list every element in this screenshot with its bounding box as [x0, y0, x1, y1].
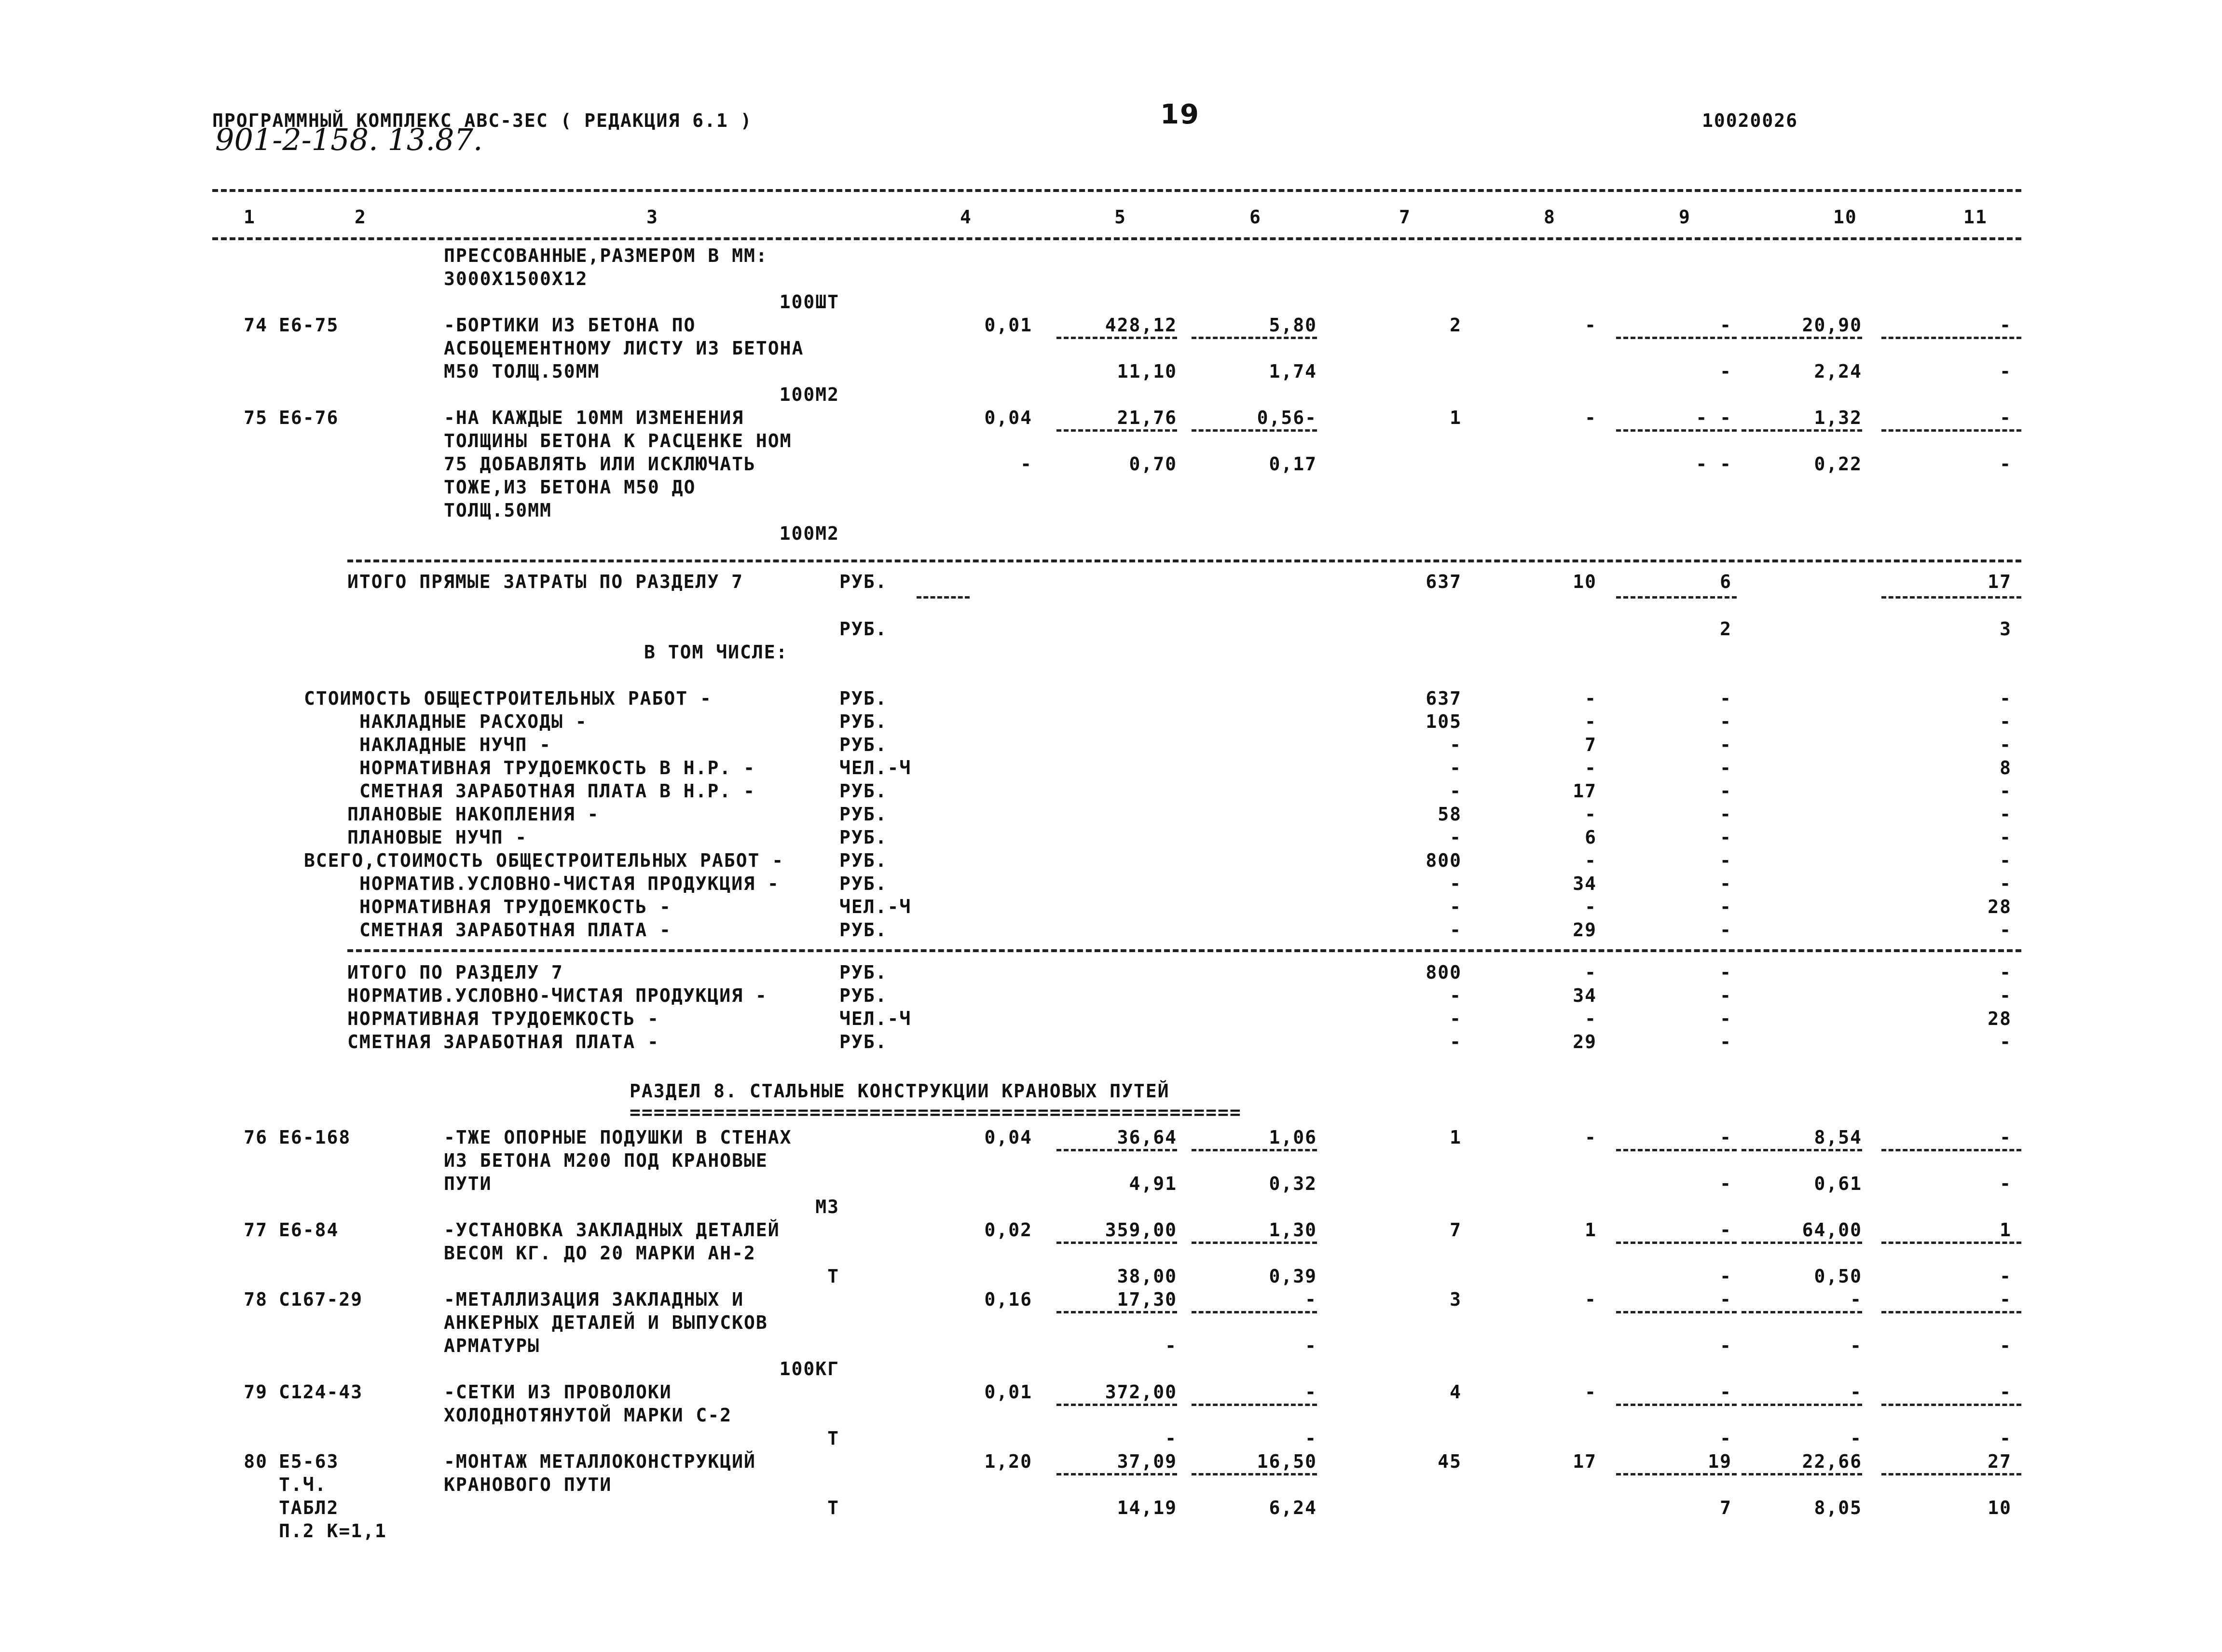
section-total-c11: - [2000, 1031, 2012, 1052]
summary-unit: РУБ. [839, 780, 888, 802]
summary-c8: 29 [1573, 919, 1597, 941]
cell-c11: - [2000, 1335, 2012, 1356]
cell-divider [1056, 1404, 1177, 1406]
summary-c7: - [1450, 896, 1462, 917]
total-unit: РУБ. [839, 571, 888, 592]
section-total-label: ИТОГО ПО РАЗДЕЛУ 7 [347, 962, 563, 983]
cell-c9: - [1720, 1127, 1732, 1148]
cell-c4: 1,20 [984, 1451, 1032, 1472]
including-label: В ТОМ ЧИСЛЕ: [644, 642, 788, 663]
cell-c11: - [2000, 314, 2012, 336]
summary-c11: - [2000, 919, 2012, 941]
summary-c9: - [1720, 919, 1732, 941]
cell-c5: 36,64 [1117, 1127, 1177, 1148]
cell-divider [917, 596, 970, 599]
summary-c7: 800 [1426, 850, 1462, 871]
summary-c9: - [1720, 688, 1732, 709]
cell-divider [1056, 1149, 1177, 1151]
cell-c6: 1,30 [1269, 1219, 1317, 1241]
summary-c7: 105 [1426, 711, 1462, 732]
measure-unit: 100КГ [779, 1358, 839, 1379]
cell-divider [1616, 1149, 1737, 1151]
section-total-c9: - [1720, 962, 1732, 983]
summary-unit: РУБ. [839, 734, 888, 755]
summary-label: ВСЕГО,СТОИМОСТЬ ОБЩЕСТРОИТЕЛЬНЫХ РАБОТ - [304, 850, 784, 871]
cell-c7: 45 [1438, 1451, 1462, 1472]
cell-c10: 2,24 [1814, 361, 1862, 382]
summary-c7: 58 [1438, 804, 1462, 825]
section-total-c11: - [2000, 985, 2012, 1006]
cell-c4: 0,02 [984, 1219, 1032, 1241]
cell-c9: - - [1696, 453, 1732, 475]
section-total-c9: - [1720, 1008, 1732, 1029]
summary-c11: - [2000, 734, 2012, 755]
section-total-c8: 29 [1573, 1031, 1597, 1052]
cell-divider [1742, 1149, 1862, 1151]
rate-code: С124-43 [279, 1381, 363, 1403]
cell-divider [1192, 1311, 1317, 1313]
cell-c6: 6,24 [1269, 1497, 1317, 1518]
cell-c10: 0,61 [1814, 1173, 1862, 1194]
cell-c11: - [2000, 1289, 2012, 1310]
cell-c6: - [1305, 1428, 1317, 1449]
summary-c11: - [2000, 688, 2012, 709]
cell-c6: 1,06 [1269, 1127, 1317, 1148]
handwritten-project-number: 901-2-158. 13.87. [215, 122, 483, 157]
work-description: М50 ТОЛЩ.50ММ [444, 361, 600, 382]
cell-divider [1616, 1404, 1737, 1406]
cell-divider [1881, 1404, 2021, 1406]
cell-c6: 0,17 [1269, 453, 1317, 475]
cell-c4: 0,16 [984, 1289, 1032, 1310]
summary-c8: - [1585, 804, 1597, 825]
section-total-c7: - [1450, 985, 1462, 1006]
item-number: 77 [244, 1219, 268, 1241]
cell-c11: 10 [1988, 1497, 2012, 1518]
cell-c11: - [2000, 1381, 2012, 1403]
cell-divider [1056, 1311, 1177, 1313]
cell-divider [1056, 1242, 1177, 1244]
cell-c10: 20,90 [1802, 314, 1862, 336]
item-number: 80 [244, 1451, 268, 1472]
summary-label: ПЛАНОВЫЕ НУЧП - [347, 827, 528, 848]
summary-c11: - [2000, 873, 2012, 894]
cell-c10: 0,50 [1814, 1266, 1862, 1287]
cell-divider [1742, 1473, 1862, 1475]
summary-c9: - [1720, 850, 1732, 871]
cell-c9: - [1720, 1219, 1732, 1241]
column-number: 8 [1544, 206, 1556, 228]
cell-c5: 14,19 [1117, 1497, 1177, 1518]
summary-label: СМЕТНАЯ ЗАРАБОТНАЯ ПЛАТА - [359, 919, 672, 941]
summary-c7: - [1450, 757, 1462, 778]
total-label: ИТОГО ПРЯМЫЕ ЗАТРАТЫ ПО РАЗДЕЛУ 7 [347, 571, 743, 592]
work-description: ХОЛОДНОТЯНУТОЙ МАРКИ С-2 [444, 1405, 732, 1426]
summary-c8: - [1585, 688, 1597, 709]
rate-code: Е6-84 [279, 1219, 339, 1241]
work-description: АСБОЦЕМЕНТНОМУ ЛИСТУ ИЗ БЕТОНА [444, 338, 804, 359]
cell-c6: 0,32 [1269, 1173, 1317, 1194]
summary-c8: 6 [1585, 827, 1597, 848]
cell-c5: - [1165, 1335, 1177, 1356]
section-total-c11: - [2000, 962, 2012, 983]
cell-c10: 8,54 [1814, 1127, 1862, 1148]
rate-code: Е6-76 [279, 407, 339, 428]
summary-label: НОРМАТИВНАЯ ТРУДОЕМКОСТЬ - [359, 896, 672, 917]
work-description: АНКЕРНЫХ ДЕТАЛЕЙ И ВЫПУСКОВ [444, 1312, 768, 1333]
cell-c8: 1 [1585, 1219, 1597, 1241]
cell-c9: - [1720, 314, 1732, 336]
summary-unit: РУБ. [839, 919, 888, 941]
column-number: 10 [1833, 206, 1857, 228]
summary-c11: - [2000, 850, 2012, 871]
cell-c5: 21,76 [1117, 407, 1177, 428]
cell-c9: 19 [1708, 1451, 1732, 1472]
summary-c9: - [1720, 804, 1732, 825]
cell-c5: 17,30 [1117, 1289, 1177, 1310]
cell-c10: 1,32 [1814, 407, 1862, 428]
summary-c7: - [1450, 780, 1462, 802]
cell-divider [1616, 596, 1737, 599]
cell-c9: - - [1696, 407, 1732, 428]
cell-divider [1192, 1473, 1317, 1475]
column-number: 4 [960, 206, 972, 228]
cell-c11: - [2000, 1428, 2012, 1449]
summary-unit: РУБ. [839, 804, 888, 825]
summary-c9: - [1720, 873, 1732, 894]
rate-code: Е6-168 [279, 1127, 351, 1148]
summary-label: СТОИМОСТЬ ОБЩЕСТРОИТЕЛЬНЫХ РАБОТ - [304, 688, 712, 709]
cell-c6: 1,74 [1269, 361, 1317, 382]
work-description: -СЕТКИ ИЗ ПРОВОЛОКИ [444, 1381, 672, 1403]
column-header-rule [212, 237, 2021, 240]
column-number: 11 [1963, 206, 1988, 228]
summary-unit: РУБ. [839, 827, 888, 848]
summary-c9: - [1720, 711, 1732, 732]
cell-divider [1056, 337, 1177, 339]
cell-c8: - [1585, 407, 1597, 428]
work-description: ТОЛЩИНЫ БЕТОНА К РАСЦЕНКЕ НОМ [444, 430, 792, 451]
section-title-underline: =================================================== [630, 1102, 1242, 1123]
measure-unit: 100ШТ [779, 291, 839, 313]
summary-c9: - [1720, 757, 1732, 778]
work-description: -ТЖЕ ОПОРНЫЕ ПОДУШКИ В СТЕНАХ [444, 1127, 792, 1148]
program-title: ПРОГРАММНЫЙ КОМПЛЕКС АВС-3ЕС ( РЕДАКЦИЯ 6.1 ) [212, 110, 753, 131]
section-title: РАЗДЕЛ 8. СТАЛЬНЫЕ КОНСТРУКЦИИ КРАНОВЫХ ПУТЕЙ [630, 1080, 1170, 1102]
summary-c7: - [1450, 827, 1462, 848]
cell-c11: 27 [1988, 1451, 2012, 1472]
section-total-label: НОРМАТИВНАЯ ТРУДОЕМКОСТЬ - [347, 1008, 659, 1029]
column-number: 5 [1114, 206, 1126, 228]
summary-label: НАКЛАДНЫЕ РАСХОДЫ - [359, 711, 588, 732]
cell-c8: 17 [1573, 1451, 1597, 1472]
cell-c5: 37,09 [1117, 1451, 1177, 1472]
cell-c5: 4,91 [1129, 1173, 1177, 1194]
cell-c4: 0,04 [984, 1127, 1032, 1148]
cell-divider [1616, 1311, 1737, 1313]
summary-c11: 28 [1988, 896, 2012, 917]
section-total-unit: ЧЕЛ.-Ч [839, 1008, 912, 1029]
work-description: -БОРТИКИ ИЗ БЕТОНА ПО [444, 314, 696, 336]
cell-c9: - [1720, 1381, 1732, 1403]
summary-label: ПЛАНОВЫЕ НАКОПЛЕНИЯ - [347, 804, 600, 825]
cell-c8: - [1585, 1289, 1597, 1310]
cell-divider [1616, 337, 1737, 339]
item-number: 79 [244, 1381, 268, 1403]
summary-c11: - [2000, 780, 2012, 802]
work-description: ИЗ БЕТОНА М200 ПОД КРАНОВЫЕ [444, 1150, 768, 1171]
cell-divider [1616, 1242, 1737, 1244]
work-description: ТОЛЩ.50ММ [444, 500, 552, 521]
cell-c8: - [1585, 314, 1597, 336]
cell-divider [1616, 1473, 1737, 1475]
summary-c7: 637 [1426, 688, 1462, 709]
summary-c8: - [1585, 850, 1597, 871]
work-description: АРМАТУРЫ [444, 1335, 540, 1356]
column-number: 9 [1679, 206, 1691, 228]
cell-c6: - [1305, 1335, 1317, 1356]
total-c7: 637 [1426, 571, 1462, 592]
section-total-unit: РУБ. [839, 962, 888, 983]
cell-c5: - [1165, 1428, 1177, 1449]
cell-divider [1742, 429, 1862, 432]
cell-c10: 8,05 [1814, 1497, 1862, 1518]
column-number: 1 [244, 206, 256, 228]
cell-c7: 2 [1450, 314, 1462, 336]
work-description: КРАНОВОГО ПУТИ [444, 1474, 612, 1495]
rate-code: ТАБЛ2 [279, 1497, 339, 1518]
cell-c11: - [2000, 407, 2012, 428]
cell-divider [1192, 337, 1317, 339]
work-description: -УСТАНОВКА ЗАКЛАДНЫХ ДЕТАЛЕЙ [444, 1219, 780, 1241]
summary-c8: 17 [1573, 780, 1597, 802]
cell-divider [1056, 1473, 1177, 1475]
cell-divider [1881, 596, 2021, 599]
cell-c10: - [1850, 1428, 1862, 1449]
cell-c7: 4 [1450, 1381, 1462, 1403]
summary-c11: 8 [2000, 757, 2012, 778]
cell-c7: 7 [1450, 1219, 1462, 1241]
column-number: 7 [1399, 206, 1411, 228]
work-description: 3000Х1500Х12 [444, 268, 588, 289]
section-total-unit: РУБ. [839, 985, 888, 1006]
summary-label: НАКЛАДНЫЕ НУЧП - [359, 734, 552, 755]
column-number: 3 [646, 206, 658, 228]
cell-c6: - [1305, 1289, 1317, 1310]
summary-label: НОРМАТИВНАЯ ТРУДОЕМКОСТЬ В Н.Р. - [359, 757, 755, 778]
cell-c5: 359,00 [1105, 1219, 1177, 1241]
cell-c6: 16,50 [1257, 1451, 1317, 1472]
summary-c7: - [1450, 919, 1462, 941]
cell-c5: 11,10 [1117, 361, 1177, 382]
rate-code: Е5-63 [279, 1451, 339, 1472]
cell-c10: 22,66 [1802, 1451, 1862, 1472]
cell-divider [1881, 337, 2021, 339]
summary-unit: РУБ. [839, 688, 888, 709]
summary-c8: - [1585, 896, 1597, 917]
cell-divider [1881, 1311, 2021, 1313]
section-total-c8: 34 [1573, 985, 1597, 1006]
work-description: -НА КАЖДЫЕ 10ММ ИЗМЕНЕНИЯ [444, 407, 744, 428]
summary-c9: - [1720, 780, 1732, 802]
cell-c9: - [1720, 1173, 1732, 1194]
rate-code: П.2 К=1,1 [279, 1520, 387, 1542]
work-description: ВЕСОМ КГ. ДО 20 МАРКИ АН-2 [444, 1242, 756, 1264]
work-description: ТОЖЕ,ИЗ БЕТОНА М50 ДО [444, 477, 696, 498]
total-c11: 17 [1988, 571, 2012, 592]
summary-c11: - [2000, 711, 2012, 732]
cell-c10: - [1850, 1381, 1862, 1403]
summary-c11: - [2000, 804, 2012, 825]
cell-c7: 1 [1450, 1127, 1462, 1148]
total-unit: РУБ. [839, 618, 888, 640]
total-c9b: 2 [1720, 618, 1732, 640]
page-number: 19 [1160, 99, 1200, 130]
cell-divider [1742, 337, 1862, 339]
top-rule [212, 189, 2021, 192]
total-c8: 10 [1573, 571, 1597, 592]
summary-label: НОРМАТИВ.УСЛОВНО-ЧИСТАЯ ПРОДУКЦИЯ - [359, 873, 780, 894]
summary-unit: РУБ. [839, 873, 888, 894]
cell-divider [1056, 429, 1177, 432]
cell-c8: - [1585, 1381, 1597, 1403]
document-code: 10020026 [1702, 110, 1798, 131]
cell-c5: 38,00 [1117, 1266, 1177, 1287]
summary-c7: - [1450, 873, 1462, 894]
cell-divider [1192, 1404, 1317, 1406]
rate-code: С167-29 [279, 1289, 363, 1310]
summary-unit: РУБ. [839, 850, 888, 871]
cell-divider [1192, 429, 1317, 432]
cell-c11: - [2000, 1266, 2012, 1287]
section-total-c7: - [1450, 1008, 1462, 1029]
summary-c9: - [1720, 827, 1732, 848]
cell-c10: - [1850, 1335, 1862, 1356]
section-total-c7: 800 [1426, 962, 1462, 983]
work-description: 75 ДОБАВЛЯТЬ ИЛИ ИСКЛЮЧАТЬ [444, 453, 756, 475]
cell-c10: 0,22 [1814, 453, 1862, 475]
cell-c5: 0,70 [1129, 453, 1177, 475]
cell-c6: 5,80 [1269, 314, 1317, 336]
cell-divider [1742, 1242, 1862, 1244]
total-c11b: 3 [2000, 618, 2012, 640]
cell-c11: 1 [2000, 1219, 2012, 1241]
cell-c4: 0,04 [984, 407, 1032, 428]
cell-c11: - [2000, 1127, 2012, 1148]
cell-divider [1881, 1242, 2021, 1244]
summary-c8: 7 [1585, 734, 1597, 755]
section-total-c8: - [1585, 962, 1597, 983]
cell-divider [1881, 429, 2021, 432]
cell-c4: 0,01 [984, 314, 1032, 336]
cell-c5: 428,12 [1105, 314, 1177, 336]
cell-c9: - [1720, 1266, 1732, 1287]
measure-unit: М3 [815, 1196, 839, 1217]
section-total-unit: РУБ. [839, 1031, 888, 1052]
cell-c11: - [2000, 453, 2012, 475]
summary-c11: - [2000, 827, 2012, 848]
cell-c9: 7 [1720, 1497, 1732, 1518]
summary-c9: - [1720, 896, 1732, 917]
cell-c9: - [1720, 1335, 1732, 1356]
summary-unit: ЧЕЛ.-Ч [839, 757, 912, 778]
cell-divider [1192, 1242, 1317, 1244]
cell-divider [1881, 1473, 2021, 1475]
cell-c6: 0,39 [1269, 1266, 1317, 1287]
cell-c9: - [1720, 1428, 1732, 1449]
cell-divider [1616, 429, 1737, 432]
section-total-c9: - [1720, 1031, 1732, 1052]
section-total-label: НОРМАТИВ.УСЛОВНО-ЧИСТАЯ ПРОДУКЦИЯ - [347, 985, 768, 1006]
cell-c6: 0,56- [1257, 407, 1317, 428]
item-number: 78 [244, 1289, 268, 1310]
section-total-c7: - [1450, 1031, 1462, 1052]
summary-c8: - [1585, 711, 1597, 732]
cell-c5: 372,00 [1105, 1381, 1177, 1403]
cell-c7: 1 [1450, 407, 1462, 428]
work-description: ПУТИ [444, 1173, 492, 1194]
summary-label: СМЕТНАЯ ЗАРАБОТНАЯ ПЛАТА В Н.Р. - [359, 780, 755, 802]
measure-unit: 100М2 [779, 523, 839, 544]
column-number: 6 [1249, 206, 1262, 228]
cell-c10: - [1850, 1289, 1862, 1310]
work-description: ПРЕССОВАННЫЕ,РАЗМЕРОМ В ММ: [444, 245, 768, 266]
total-c9: 6 [1720, 571, 1732, 592]
item-number: 76 [244, 1127, 268, 1148]
section-total-c11: 28 [1988, 1008, 2012, 1029]
measure-unit: Т [827, 1497, 839, 1518]
section-total-c9: - [1720, 985, 1732, 1006]
cell-c8: - [1585, 1127, 1597, 1148]
cell-c9: - [1720, 1289, 1732, 1310]
item-number: 74 [244, 314, 268, 336]
cell-c9: - [1720, 361, 1732, 382]
cell-divider [1742, 1404, 1862, 1406]
summary-c8: 34 [1573, 873, 1597, 894]
cell-c11: - [2000, 1173, 2012, 1194]
measure-unit: Т [827, 1266, 839, 1287]
summary-c9: - [1720, 734, 1732, 755]
cell-c4: - [1020, 453, 1032, 475]
cell-c10: 64,00 [1802, 1219, 1862, 1241]
cell-c6: - [1305, 1381, 1317, 1403]
cell-divider [1742, 1311, 1862, 1313]
summary-unit: РУБ. [839, 711, 888, 732]
cell-c11: - [2000, 361, 2012, 382]
summary-unit: ЧЕЛ.-Ч [839, 896, 912, 917]
section-total-c8: - [1585, 1008, 1597, 1029]
cell-divider [1881, 1149, 2021, 1151]
measure-unit: 100М2 [779, 384, 839, 405]
cell-c7: 3 [1450, 1289, 1462, 1310]
summary-c8: - [1585, 757, 1597, 778]
item-number: 75 [244, 407, 268, 428]
work-description: -МЕТАЛЛИЗАЦИЯ ЗАКЛАДНЫХ И [444, 1289, 744, 1310]
section-total-label: СМЕТНАЯ ЗАРАБОТНАЯ ПЛАТА - [347, 1031, 659, 1052]
rate-code: Т.Ч. [279, 1474, 327, 1495]
rate-code: Е6-75 [279, 314, 339, 336]
column-number: 2 [355, 206, 367, 228]
work-description: -МОНТАЖ МЕТАЛЛОКОНСТРУКЦИЙ [444, 1451, 756, 1472]
cell-divider [1192, 1149, 1317, 1151]
section-summary-rule [347, 949, 2021, 952]
summary-c7: - [1450, 734, 1462, 755]
measure-unit: Т [827, 1428, 839, 1449]
cell-c4: 0,01 [984, 1381, 1032, 1403]
section-total-rule [347, 560, 2021, 562]
